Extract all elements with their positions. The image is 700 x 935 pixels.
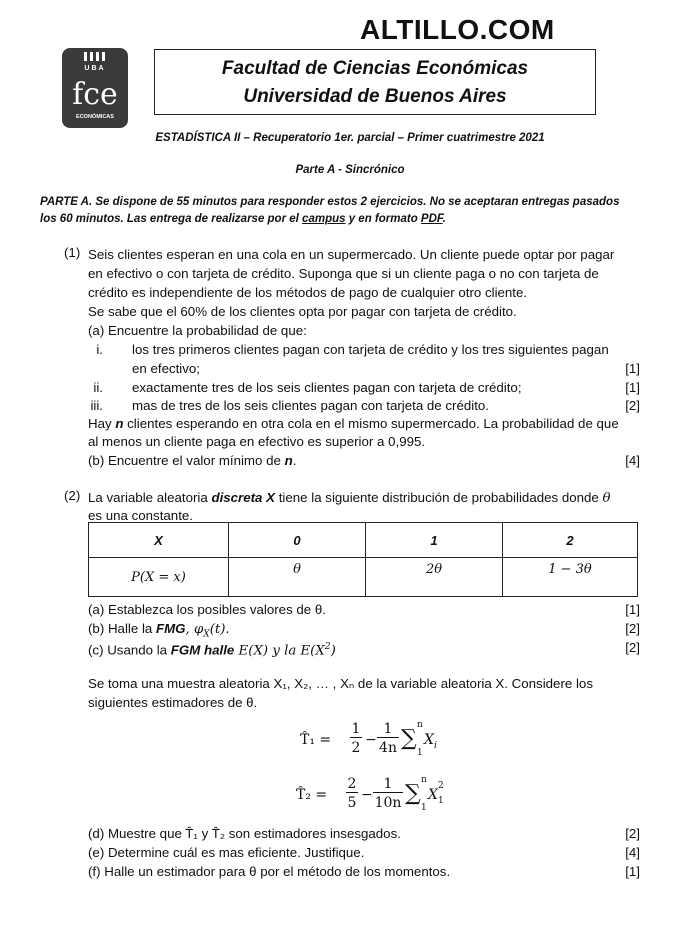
q2-part-a: (a) Establezca los posibles valores de θ. [1] xyxy=(88,602,640,617)
table-cell: θ xyxy=(229,558,366,597)
points: [1] xyxy=(625,864,640,879)
table-header-cell: X xyxy=(89,523,229,558)
faculty-name: Facultad de Ciencias Económicas xyxy=(221,58,529,79)
q2-part-d: (d) Muestre que T̂₁ y T̂₂ son estimadores insesgados. [2] xyxy=(88,826,640,841)
q2-part-f: (f) Halle un estimador para θ por el método de los momentos. [1] xyxy=(88,864,640,879)
question-2-number: (2) xyxy=(64,488,81,503)
points: [4] xyxy=(625,453,640,468)
q1-text-1: Seis clientes esperan en una cola en un supermercado. Un cliente puede optar por pagar xyxy=(88,247,615,262)
q2-sample-text-2: siguientes estimadores de θ. xyxy=(88,695,258,710)
q2-sample-text-1: Se toma una muestra aleatoria X₁, X₂, … , Xₙ de la variable aleatoria X. Considere los xyxy=(88,676,593,691)
exam-title: ESTADÍSTICA II – Recuperatorio 1er. parcial – Primer cuatrimestre 2021 xyxy=(155,132,545,144)
points: [2] xyxy=(625,640,640,655)
q2-part-c: (c) Usando la FGM halle E(X) y la $E(X^2)$ [2] xyxy=(88,640,640,659)
distribution-table xyxy=(88,522,638,597)
table-cell: 1 − 3θ xyxy=(503,558,638,597)
points: [1] xyxy=(625,361,640,376)
site-watermark: ALTILLO.COM xyxy=(360,14,555,45)
svg-text:UBA: UBA xyxy=(84,65,106,72)
university-name: Universidad de Buenos Aires xyxy=(243,86,507,107)
estimator-t1-formula: T̂₁ = 1 2 − 1 4n ∑ n 1 X i xyxy=(300,720,437,758)
q2-part-e: (e) Determine cuál es mas eficiente. Justifique. [4] xyxy=(88,845,640,860)
points: [2] xyxy=(625,826,640,841)
campus-link-text: campus xyxy=(302,213,346,225)
instructions-line-2: los 60 minutos. Las entrega de realizarse por el campus y en formato PDF. xyxy=(40,213,446,225)
q2-text-2: es una constante. xyxy=(88,508,193,523)
points: [4] xyxy=(625,845,640,860)
q2-text-1: La variable aleatoria discreta X tiene la siguiente distribución de probabilidades donde θ xyxy=(88,490,611,506)
table-row xyxy=(89,558,638,597)
q1-text-3: crédito es independiente de los métodos de pago de cualquier otro cliente. xyxy=(88,285,528,300)
table-header-cell: 0 xyxy=(229,523,366,558)
svg-text:ECONÓMICAS: ECONÓMICAS xyxy=(76,114,114,120)
table-row-label: P(X = x) xyxy=(89,558,229,597)
q2-part-b: (b) Halle la FMG, $\varphi_X(t)$. [2] xyxy=(88,621,640,640)
table-cell: 2θ xyxy=(366,558,503,597)
q1-part-a: (a) Encuentre la probabilidad de que: xyxy=(88,323,307,338)
q1-text-6: al menos un cliente paga en efectivo es superior a 0,995. xyxy=(88,434,426,449)
q1-text-5: Hay n clientes esperando en otra cola en el mismo supermercado. La probabilidad de que xyxy=(88,416,619,431)
q1-text-4: Se sabe que el 60% de los clientes opta por pagar con tarjeta de crédito. xyxy=(88,304,517,319)
q1-part-b: (b) Encuentre el valor mínimo de n. [4] xyxy=(88,453,640,468)
question-1-number: (1) xyxy=(64,245,81,260)
svg-text:fce: fce xyxy=(72,77,118,112)
table-header-row xyxy=(89,523,638,558)
pdf-text: PDF xyxy=(420,213,443,225)
estimator-t2-formula: T̂₂ = 2 5 − 1 10n ∑ n 1 X 1 2 xyxy=(296,775,444,813)
points: [2] xyxy=(625,398,640,413)
table-header-cell: 1 xyxy=(366,523,503,558)
instructions xyxy=(40,194,645,228)
points: [1] xyxy=(625,380,640,395)
part-title: Parte A - Sincrónico xyxy=(295,164,405,176)
instructions-line-1: PARTE A. Se dispone de 55 minutos para responder estos 2 ejercicios. No se aceptaran entregas pasados xyxy=(40,196,620,208)
points: [2] xyxy=(625,621,640,636)
faculty-title-box xyxy=(154,49,596,115)
points: [1] xyxy=(625,602,640,617)
fce-logo xyxy=(62,48,128,128)
table-header-cell: 2 xyxy=(503,523,638,558)
q1-text-2: en efectivo o con tarjeta de crédito. Suponga que si un cliente paga o no con tarjeta de xyxy=(88,266,599,281)
